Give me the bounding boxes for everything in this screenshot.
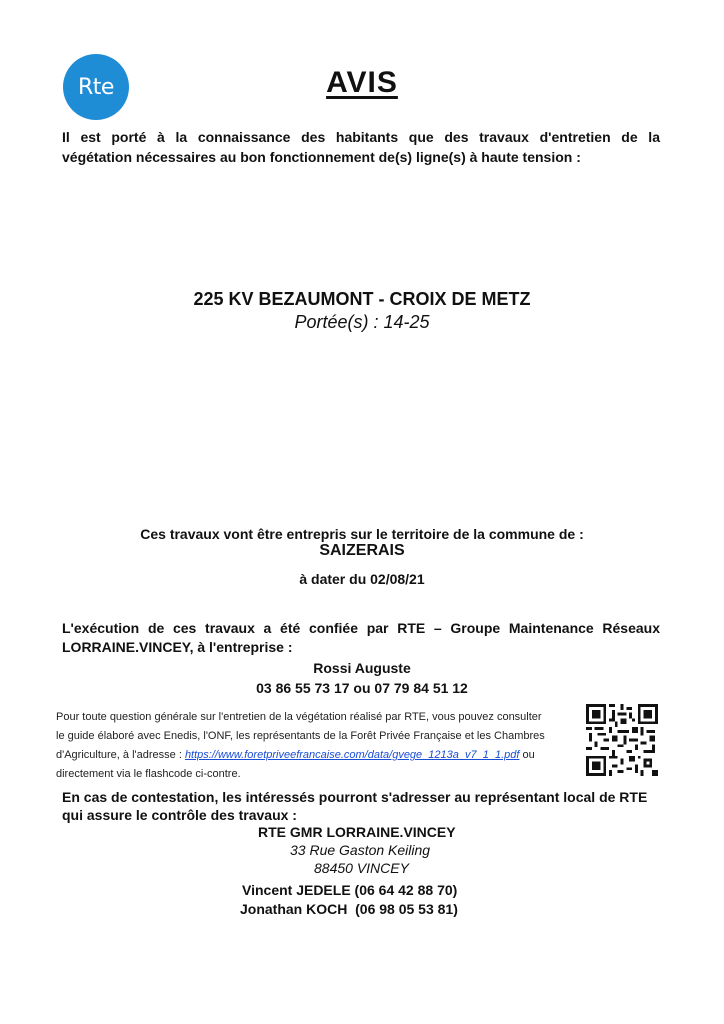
- contractor-name: Rossi Auguste: [313, 660, 411, 676]
- rte-office-name: RTE GMR LORRAINE.VINCEY: [258, 824, 456, 840]
- info-line-4: directement via le flashcode ci-contre.: [56, 768, 241, 780]
- power-line-spans: Portée(s) : 14-25: [294, 312, 430, 332]
- start-date: à dater du 02/08/21: [299, 571, 425, 587]
- notice-title: AVIS: [326, 66, 398, 99]
- rte-office-street: 33 Rue Gaston Keiling: [290, 842, 431, 858]
- info-line-3: [56, 746, 535, 765]
- contact-person-2: Jonathan KOCH (06 98 05 53 81): [240, 901, 458, 917]
- contractor-phones: 03 86 55 73 17 ou 07 79 84 51 12: [256, 680, 468, 696]
- commune-name: SAIZERAIS: [319, 542, 405, 559]
- intro-line-2: végétation nécessaires au bon fonctionnement de(s) ligne(s) à haute tension :: [62, 149, 581, 165]
- qr-code-icon[interactable]: [586, 704, 658, 776]
- execution-line-1: L'exécution de ces travaux a été confiée par RTE – Groupe Maintenance Réseaux: [62, 620, 660, 636]
- info-line-2: le guide élaboré avec Enedis, l'ONF, les représentants de la Forêt Privée Française et les Chambres: [56, 730, 545, 742]
- contest-line-2: qui assure le contrôle des travaux :: [62, 807, 297, 823]
- info-line-3-suffix: ou: [519, 749, 535, 761]
- info-line-1: Pour toute question générale sur l'entretien de la végétation réalisé par RTE, vous pouvez consulter: [56, 711, 542, 723]
- execution-line-2: LORRAINE.VINCEY, à l'entreprise :: [62, 639, 293, 655]
- contest-line-1: En cas de contestation, les intéressés pourront s'adresser au représentant local de RTE: [62, 789, 648, 805]
- intro-line-1: Il est porté à la connaissance des habitants que des travaux d'entretien de la: [62, 129, 660, 145]
- guide-link[interactable]: https://www.foretpriveefrancaise.com/data/gvege_1213a_v7_1_1.pdf: [184, 749, 520, 761]
- info-line-3-prefix: d'Agriculture, à l'adresse :: [56, 749, 185, 761]
- logo-text: Rte: [78, 74, 114, 100]
- power-line-name: 225 KV BEZAUMONT - CROIX DE METZ: [193, 289, 531, 309]
- contact-person-1: Vincent JEDELE (06 64 42 88 70): [242, 882, 458, 898]
- rte-office-city: 88450 VINCEY: [314, 860, 409, 876]
- works-location-text: Ces travaux vont être entrepris sur le territoire de la commune de :: [140, 526, 584, 542]
